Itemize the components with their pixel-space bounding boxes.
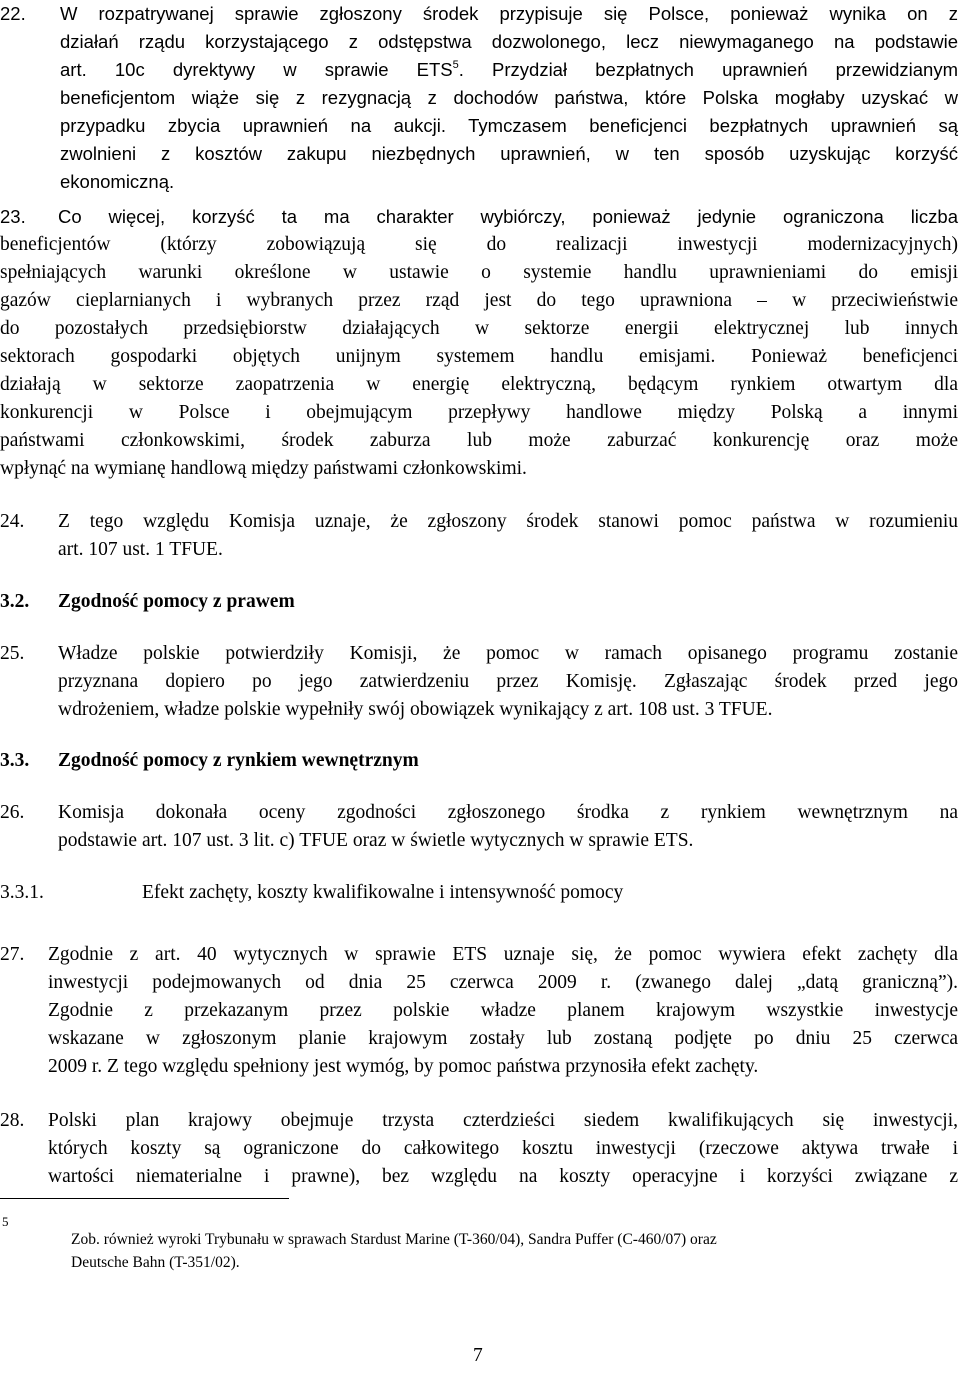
- paragraph-number: 26.: [0, 802, 25, 823]
- section-title: Efekt zachęty, koszty kwalifikowalne i intensywność pomocy: [142, 882, 624, 903]
- section-number: 3.3.: [0, 750, 30, 771]
- paragraph-line: W rozpatrywanej sprawie zgłoszony środek przypisuje się Polsce, ponieważ wynika on z: [60, 3, 958, 24]
- paragraph-line: konkurencji w Polsce i obejmującym przepływy handlowe między Polską a innymi: [0, 402, 958, 423]
- paragraph-line: beneficjentów (którzy zobowiązują się do realizacji inwestycji modernizacyjnych): [0, 234, 958, 255]
- paragraph-number: 27.: [0, 944, 25, 965]
- paragraph-line: ekonomiczną.: [60, 171, 175, 192]
- footnote-text: Zob. również wyroki Trybunału w sprawach Stardust Marine (T-360/04), Sandra Puffer (C-460/07) oraz: [71, 1231, 717, 1248]
- paragraph-23-continued: [0, 231, 960, 491]
- section-heading-3-3: [0, 747, 960, 775]
- paragraph-line: Zgodnie z przekazanym przez polskie władze planem krajowym wszystkie inwestycje: [48, 1000, 958, 1021]
- paragraph-text: . Przydział bezpłatnych uprawnień przewidzianym: [458, 59, 958, 80]
- paragraph-line: 2009 r. Z tego względu spełniony jest wymóg, by pomoc państwa przynosiła efekt zachęty.: [48, 1056, 759, 1077]
- paragraph-line: do pozostałych przedsiębiorstw działających w sektorze energii elektrycznej lub innych: [0, 318, 958, 339]
- paragraph-line: Zgodnie z art. 40 wytycznych w sprawie ETS uznaje się, że pomoc wywiera efekt zachęty dla: [48, 944, 958, 965]
- page-number: 7: [473, 1345, 483, 1366]
- paragraph-25: [0, 640, 960, 730]
- paragraph-line: wartości niematerialne i prawne), bez względu na koszty operacyjne i korzyści związane z: [48, 1166, 958, 1187]
- paragraph-line: art. 107 ust. 1 TFUE.: [58, 539, 223, 560]
- section-heading-3-3-1: [0, 879, 960, 907]
- paragraph-line: sektorach gospodarki objętych unijnym systemem handlu emisjami. Ponieważ beneficjenci: [0, 346, 958, 367]
- paragraph-line: których koszty są ograniczone do całkowitego kosztu inwestycji (rzeczowe aktywa trwałe i: [48, 1138, 958, 1159]
- paragraph-number: 22.: [0, 3, 26, 24]
- section-number: 3.3.1.: [0, 882, 44, 903]
- section-title: Zgodność pomocy z prawem: [58, 591, 295, 612]
- paragraph-26: [0, 799, 960, 859]
- paragraph-line: Komisja dokonała oceny zgodności zgłoszonego środka z rynkiem wewnętrznym na: [58, 802, 958, 823]
- paragraph-line: spełniających warunki określone w ustawie o systemie handlu uprawnieniami do emisji: [0, 262, 958, 283]
- footnote-number: 5: [2, 1214, 9, 1229]
- footnote-text: Deutsche Bahn (T-351/02).: [71, 1254, 240, 1271]
- footnote-reference[interactable]: 5: [452, 59, 459, 71]
- paragraph-line: zwolnieni z kosztów zakupu niezbędnych uprawnień, w ten sposób uzyskując korzyść: [60, 143, 958, 164]
- paragraph-line: podstawie art. 107 ust. 3 lit. c) TFUE oraz w świetle wytycznych w sprawie ETS.: [58, 830, 694, 851]
- paragraph-line: działań rządu korzystającego z odstępstwa dozwolonego, lecz niewymaganego na podstawie: [60, 31, 958, 52]
- paragraph-text: art. 10c dyrektywy w sprawie ETS: [60, 59, 453, 80]
- paragraph-line: gazów cieplarnianych i wybranych przez rząd jest do tego uprawniona – w przeciwieństwie: [0, 290, 958, 311]
- paragraph-line: przypadku zbycia uprawnień na aukcji. Tymczasem beneficjenci bezpłatnych uprawnień są: [60, 115, 958, 136]
- paragraph-22: [0, 0, 960, 200]
- paragraph-line: inwestycji podejmowanych od dnia 25 czerwca 2009 r. (zwanego dalej „datą graniczną”).: [48, 972, 958, 993]
- paragraph-line: wskazane w zgłoszonym planie krajowym zostały lub zostaną podjęte po dniu 25 czerwca: [48, 1028, 958, 1049]
- paragraph-line: Polski plan krajowy obejmuje trzysta czterdzieści siedem kwalifikujących się inwestycji,: [48, 1110, 958, 1131]
- paragraph-27: [0, 941, 960, 1091]
- paragraph-28: [0, 1107, 960, 1197]
- section-title: Zgodność pomocy z rynkiem wewnętrznym: [58, 750, 419, 771]
- paragraph-line: działają w sektorze zaopatrzenia w energię elektryczną, będącym rynkiem otwartym dla: [0, 374, 958, 395]
- paragraph-line: wdrożeniem, władze polskie wypełniły swój obowiązek wynikający z art. 108 ust. 3 TFUE.: [58, 699, 773, 720]
- paragraph-line: Władze polskie potwierdziły Komisji, że pomoc w ramach opisanego programu zostanie: [58, 643, 958, 664]
- section-number: 3.2.: [0, 591, 30, 612]
- paragraph-line: Co więcej, korzyść ta ma charakter wybiórczy, ponieważ jedynie ograniczona liczba: [58, 206, 958, 227]
- section-heading-3-2: [0, 588, 960, 616]
- paragraph-number: 23.: [0, 206, 26, 227]
- paragraph-line-with-footnote: [60, 56, 958, 84]
- paragraph-number: 28.: [0, 1110, 25, 1131]
- paragraph-number: 24.: [0, 511, 25, 532]
- paragraph-24: [0, 508, 960, 568]
- paragraph-line: wpłynąć na wymianę handlową między państwami członkowskimi.: [0, 458, 527, 479]
- footnote-separator: [0, 1198, 289, 1199]
- paragraph-number: 25.: [0, 643, 25, 664]
- paragraph-line: Z tego względu Komisja uznaje, że zgłoszony środek stanowi pomoc państwa w rozumieniu: [58, 511, 958, 532]
- paragraph-line: beneficjentom wiąże się z rezygnacją z dochodów państwa, które Polska mogłaby uzyskać w: [60, 87, 958, 108]
- paragraph-line: państwami członkowskimi, środek zaburza lub może zaburzać konkurencję oraz może: [0, 430, 958, 451]
- paragraph-line: przyznana dopiero po jego zatwierdzeniu przez Komisję. Zgłaszając środek przed jego: [58, 671, 958, 692]
